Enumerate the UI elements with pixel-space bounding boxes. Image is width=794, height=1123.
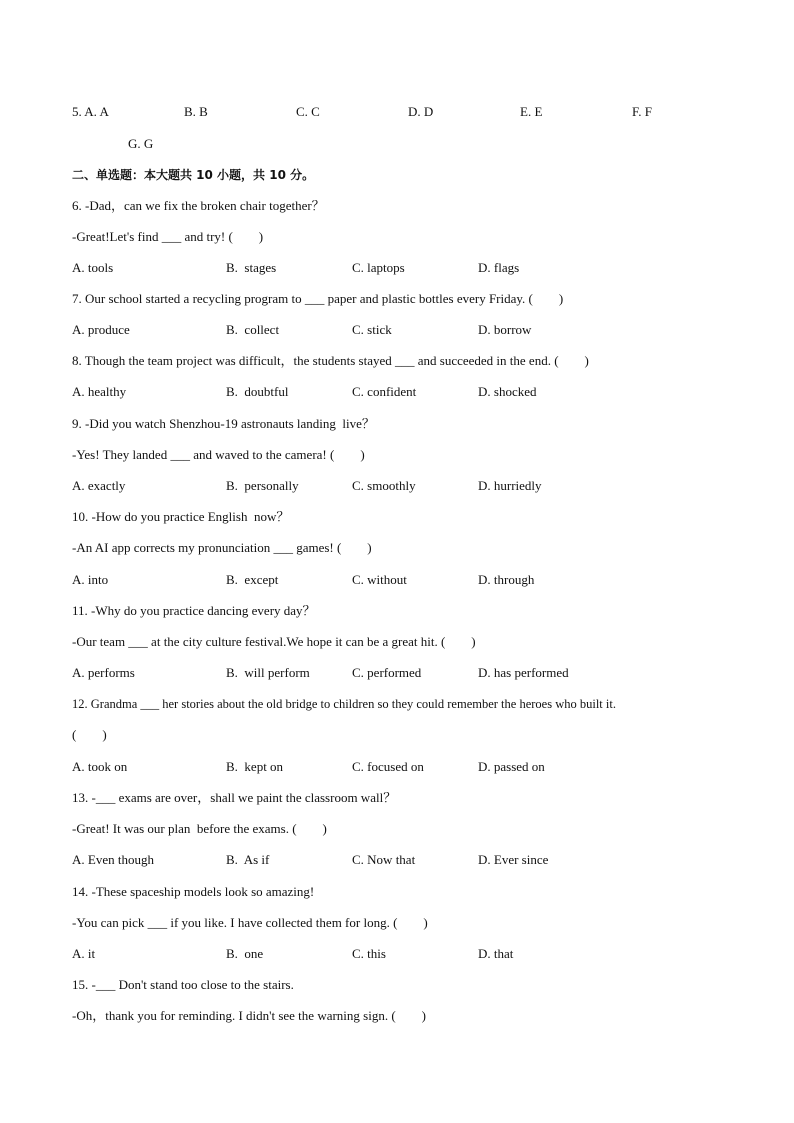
question-7-stem: 7. Our school started a recycling program to ___ paper and plastic bottles every Friday. ( ): [72, 291, 564, 306]
q5-option-a: 5. A. A: [72, 104, 109, 119]
question-12-stem: 12. Grandma ___ her stories about the old bridge to children so they could remember the heroes who built it.: [72, 697, 616, 711]
question-6-reply: -Great!Let's find ___ and try! ( ): [72, 229, 264, 244]
q5-number: 5.: [72, 104, 82, 119]
q10-option-d: D. through: [478, 572, 535, 587]
q11-option-d: D. has performed: [478, 665, 569, 680]
q10-option-b: B. except: [226, 572, 279, 587]
q12-option-d: D. passed on: [478, 759, 545, 774]
q8-option-c: C. confident: [352, 384, 417, 399]
question-15-stem: 15. -___ Don't stand too close to the stairs.: [72, 977, 294, 992]
q12-option-c: C. focused on: [352, 759, 424, 774]
question-13-stem: 13. -___ exams are over，shall we paint the classroom wall？: [72, 790, 397, 805]
question-9-reply: -Yes! They landed ___ and waved to the camera! ( ): [72, 447, 365, 462]
question-6-stem: 6. -Dad，can we fix the broken chair together？: [72, 198, 325, 213]
question-11-stem: 11. -Why do you practice dancing every day？: [72, 603, 316, 618]
section-title: 二、单选题：本大题共 10 小题，共 10 分。: [72, 168, 315, 182]
question-9-stem: 9. -Did you watch Shenzhou-19 astronauts landing live？: [72, 416, 375, 431]
q14-option-b: B. one: [226, 946, 264, 961]
q10-option-c: C. without: [352, 572, 407, 587]
question-15-reply: -Oh，thank you for reminding. I didn't see the warning sign. ( ): [72, 1008, 426, 1023]
question-13-reply: -Great! It was our plan before the exams. ( ): [72, 821, 327, 836]
question-10-stem: 10. -How do you practice English now？: [72, 509, 290, 524]
question-14-stem: 14. -These spaceship models look so amazing!: [72, 884, 315, 899]
q11-option-a: A. performs: [72, 665, 135, 680]
q10-option-a: A. into: [72, 572, 109, 587]
q9-option-b: B. personally: [226, 478, 299, 493]
q8-option-d: D. shocked: [478, 384, 537, 399]
question-8-stem: 8. Though the team project was difficult，the students stayed ___ and succeeded in the end. ( ): [72, 353, 589, 368]
q5-option-e: E. E: [520, 104, 543, 119]
q8-option-a: A. healthy: [72, 384, 127, 399]
q13-option-d: D. Ever since: [478, 852, 549, 867]
q6-option-a: A. tools: [72, 260, 114, 275]
q14-option-d: D. that: [478, 946, 514, 961]
q14-option-a: A. it: [72, 946, 96, 961]
q13-option-b: B. As if: [226, 852, 270, 867]
q13-option-c: C. Now that: [352, 852, 416, 867]
q9-option-c: C. smoothly: [352, 478, 416, 493]
q12-option-a: A. took on: [72, 759, 128, 774]
q14-option-c: C. this: [352, 946, 386, 961]
q6-option-b: B. stages: [226, 260, 277, 275]
q5-option-f: F. F: [632, 104, 652, 119]
question-12-answer-blank: ( ): [72, 727, 107, 742]
q5-option-c: C. C: [296, 104, 320, 119]
q6-option-d: D. flags: [478, 260, 520, 275]
q7-option-b: B. collect: [226, 322, 280, 337]
q11-option-c: C. performed: [352, 665, 422, 680]
q5-option-g: G. G: [128, 136, 154, 151]
q6-option-c: C. laptops: [352, 260, 405, 275]
q7-option-c: C. stick: [352, 322, 392, 337]
question-10-reply: -An AI app corrects my pronunciation ___ games! ( ): [72, 540, 372, 555]
q5-option-d: D. D: [408, 104, 434, 119]
q7-option-d: D. borrow: [478, 322, 532, 337]
question-11-reply: -Our team ___ at the city culture festival.We hope it can be a great hit. ( ): [72, 634, 476, 649]
q5-option-b: B. B: [184, 104, 208, 119]
q8-option-b: B. doubtful: [226, 384, 289, 399]
q11-option-b: B. will perform: [226, 665, 310, 680]
q12-option-b: B. kept on: [226, 759, 284, 774]
q9-option-a: A. exactly: [72, 478, 126, 493]
q13-option-a: A. Even though: [72, 852, 154, 867]
q9-option-d: D. hurriedly: [478, 478, 542, 493]
question-14-reply: -You can pick ___ if you like. I have collected them for long. ( ): [72, 915, 428, 930]
q7-option-a: A. produce: [72, 322, 130, 337]
